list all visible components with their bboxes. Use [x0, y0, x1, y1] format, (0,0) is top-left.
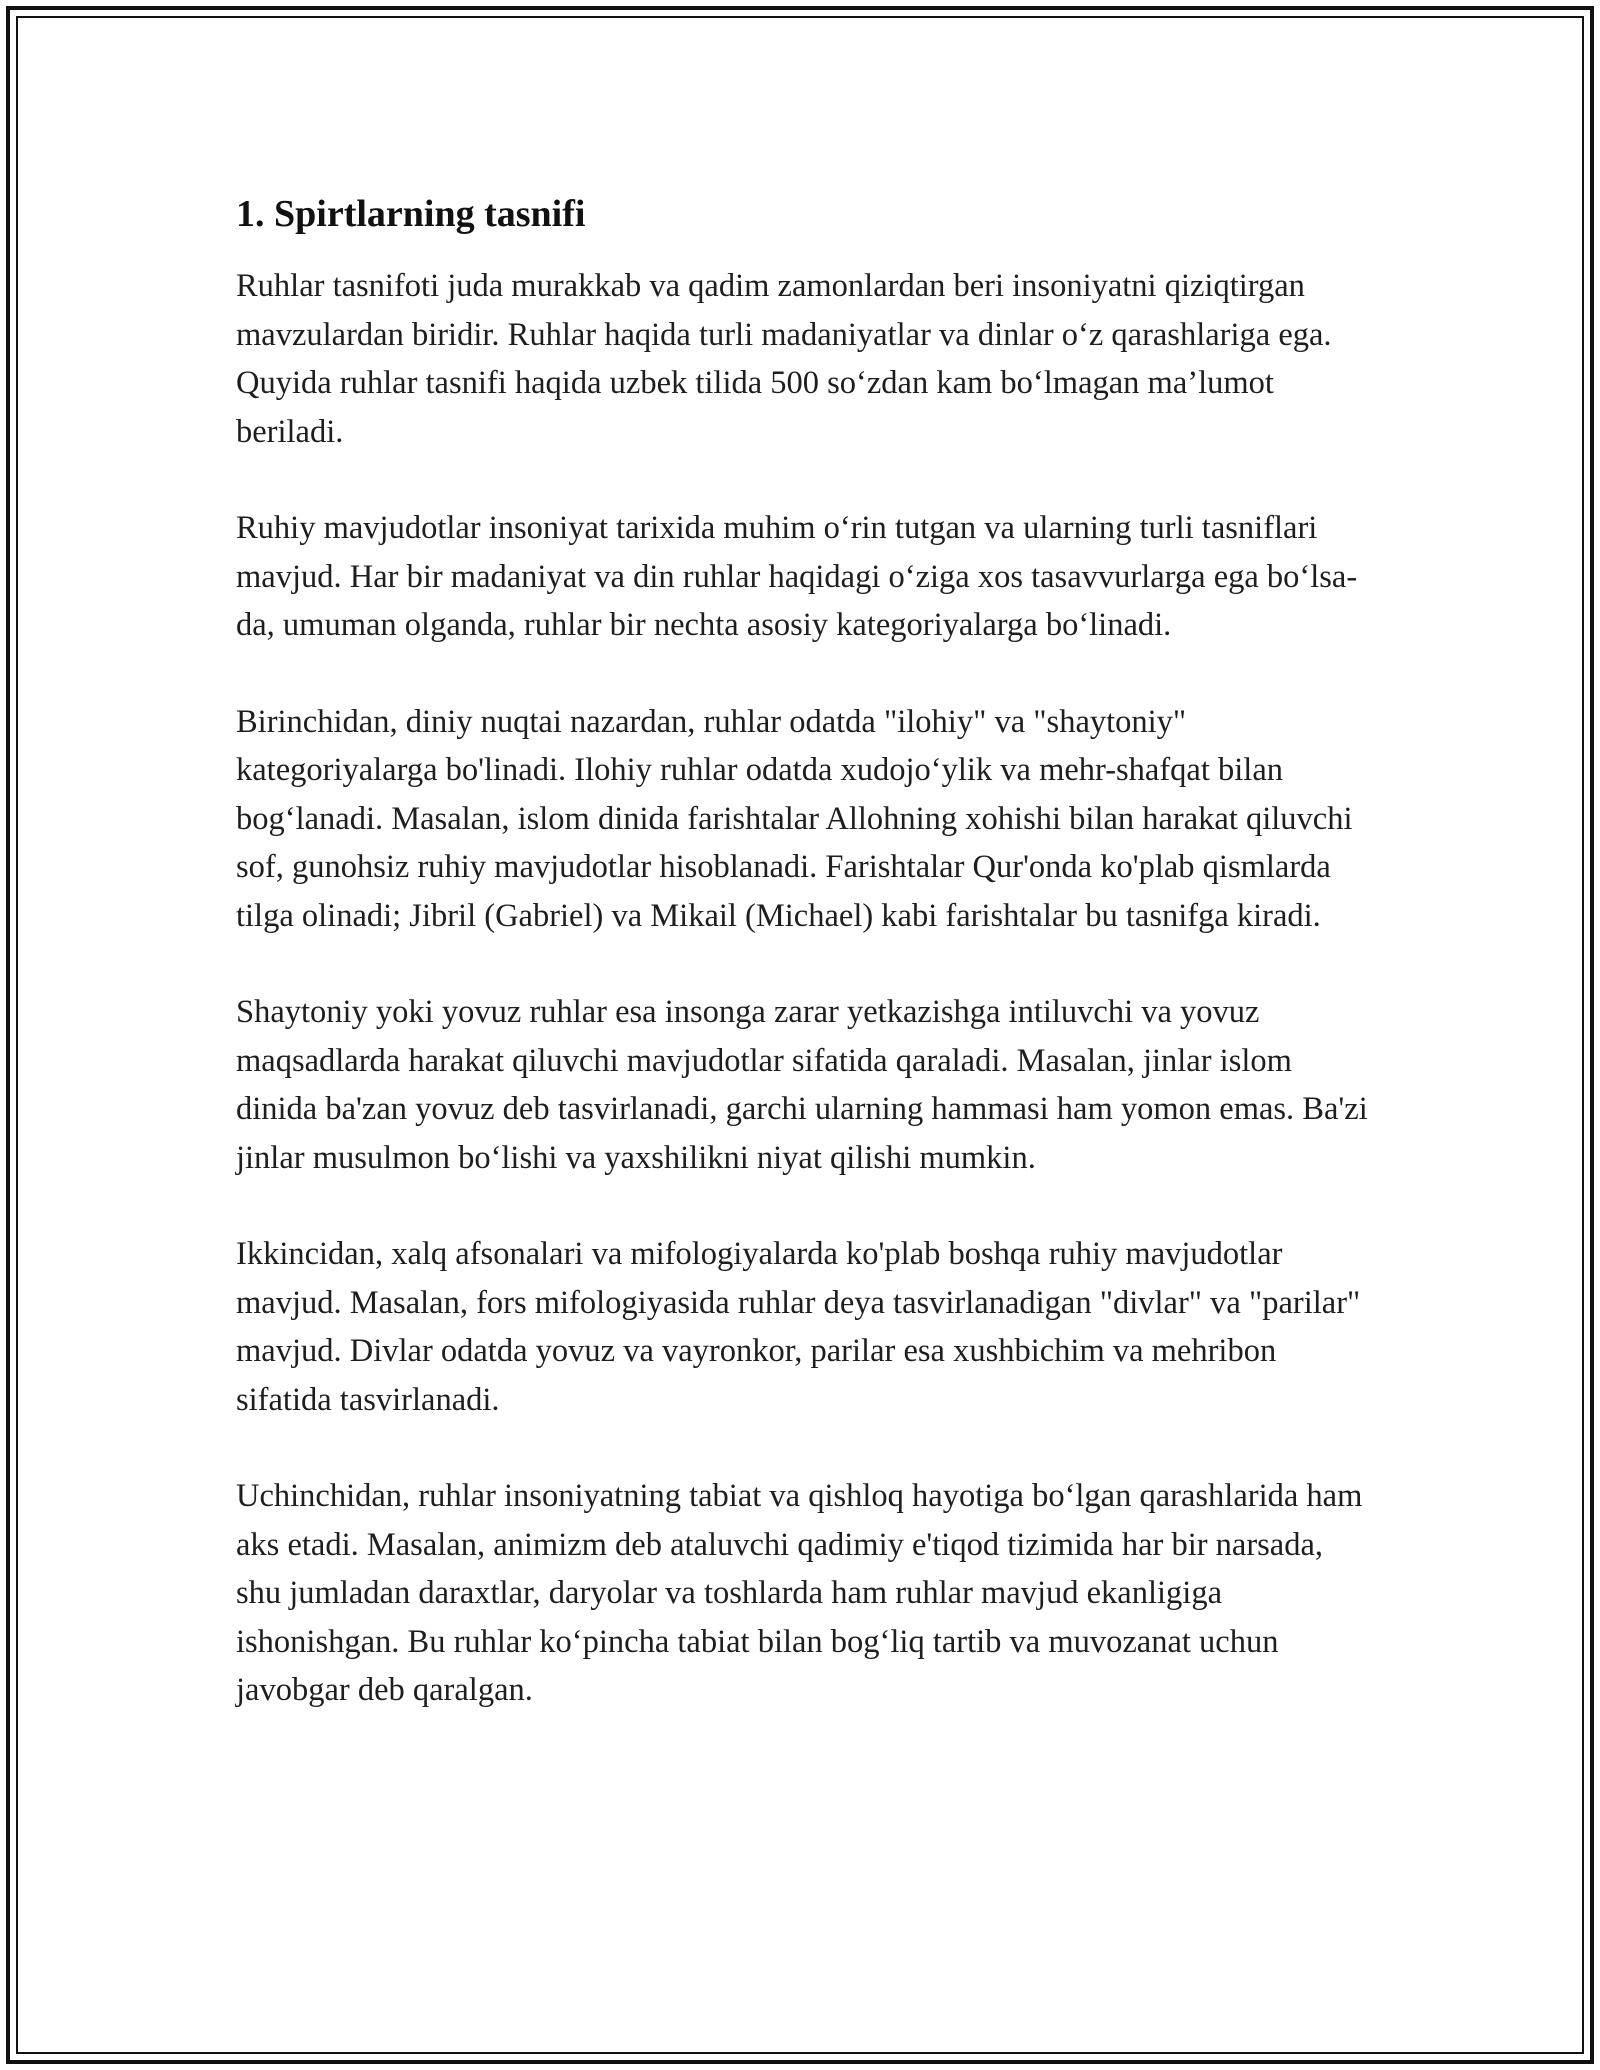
paragraph-categories: Ruhiy mavjudotlar insoniyat tarixida muhim o‘rin tutgan va ularning turli tasniflari mavjud. Har bir madaniyat va din ruhlar haqidagi o‘ziga xos tasavvurlarga ega bo‘lsa-da, umuman olganda, ruhlar bir nechta asosiy kategoriyalarga bo‘linadi. [236, 510, 1358, 643]
section-heading: 1. Spirtlarning tasnifi [236, 193, 586, 235]
document-body [236, 188, 1376, 1763]
paragraph-intro: Ruhlar tasnifoti juda murakkab va qadim zamonlardan beri insoniyatni qiziqtirgan mavzulardan biridir. Ruhlar haqida turli madaniyatlar va dinlar o‘z qarashlariga ega. Quyida ruhlar tasnifi haqida uzbek tilida 500 so‘zdan kam bo‘lmagan ma’lumot beriladi. [236, 268, 1332, 450]
paragraph-divine-spirits: Birinchidan, diniy nuqtai nazardan, ruhlar odatda "ilohiy" va "shaytoniy" kategoriyalarga bo'linadi. Ilohiy ruhlar odatda xudojo‘ylik va mehr-shafqat bilan bog‘lanadi. Masalan, islom dinida farishtalar Allohning xohishi bilan harakat qiluvchi sof, gunohsiz ruhiy mavjudotlar hisoblanadi. Farishtalar Qur'onda ko'plab qismlarda tilga olinadi; Jibril (Gabriel) va Mikail (Michael) kabi farishtalar bu tasnifga kiradi. [236, 703, 1353, 934]
paragraph-evil-spirits: Shaytoniy yoki yovuz ruhlar esa insonga zarar yetkazishga intiluvchi va yovuz maqsadlarda harakat qiluvchi mavjudotlar sifatida qaraladi. Masalan, jinlar islom dinida ba'zan yovuz deb tasvirlanadi, garchi ularning hammasi ham yomon emas. Ba'zi jinlar musulmon bo‘lishi va yaxshilikni niyat qilishi mumkin. [236, 994, 1368, 1176]
paragraph-folklore-spirits: Ikkincidan, xalq afsonalari va mifologiyalarda ko'plab boshqa ruhiy mavjudotlar mavjud. Masalan, fors mifologiyasida ruhlar deya tasvirlanadigan "divlar" va "parilar" mavjud. Divlar odatda yovuz va vayronkor, parilar esa xushbichim va mehribon sifatida tasvirlanadi. [236, 1236, 1361, 1418]
paragraph-nature-spirits: Uchinchidan, ruhlar insoniyatning tabiat va qishloq hayotiga bo‘lgan qarashlarida ham aks etadi. Masalan, animizm deb ataluvchi qadimiy e'tiqod tizimida har bir narsada, shu jumladan daraxtlar, daryolar va toshlarda ham ruhlar mavjud ekanligiga ishonishgan. Bu ruhlar ko‘pincha tabiat bilan bog‘liq tartib va muvozanat uchun javobgar deb qaralgan. [236, 1478, 1363, 1708]
